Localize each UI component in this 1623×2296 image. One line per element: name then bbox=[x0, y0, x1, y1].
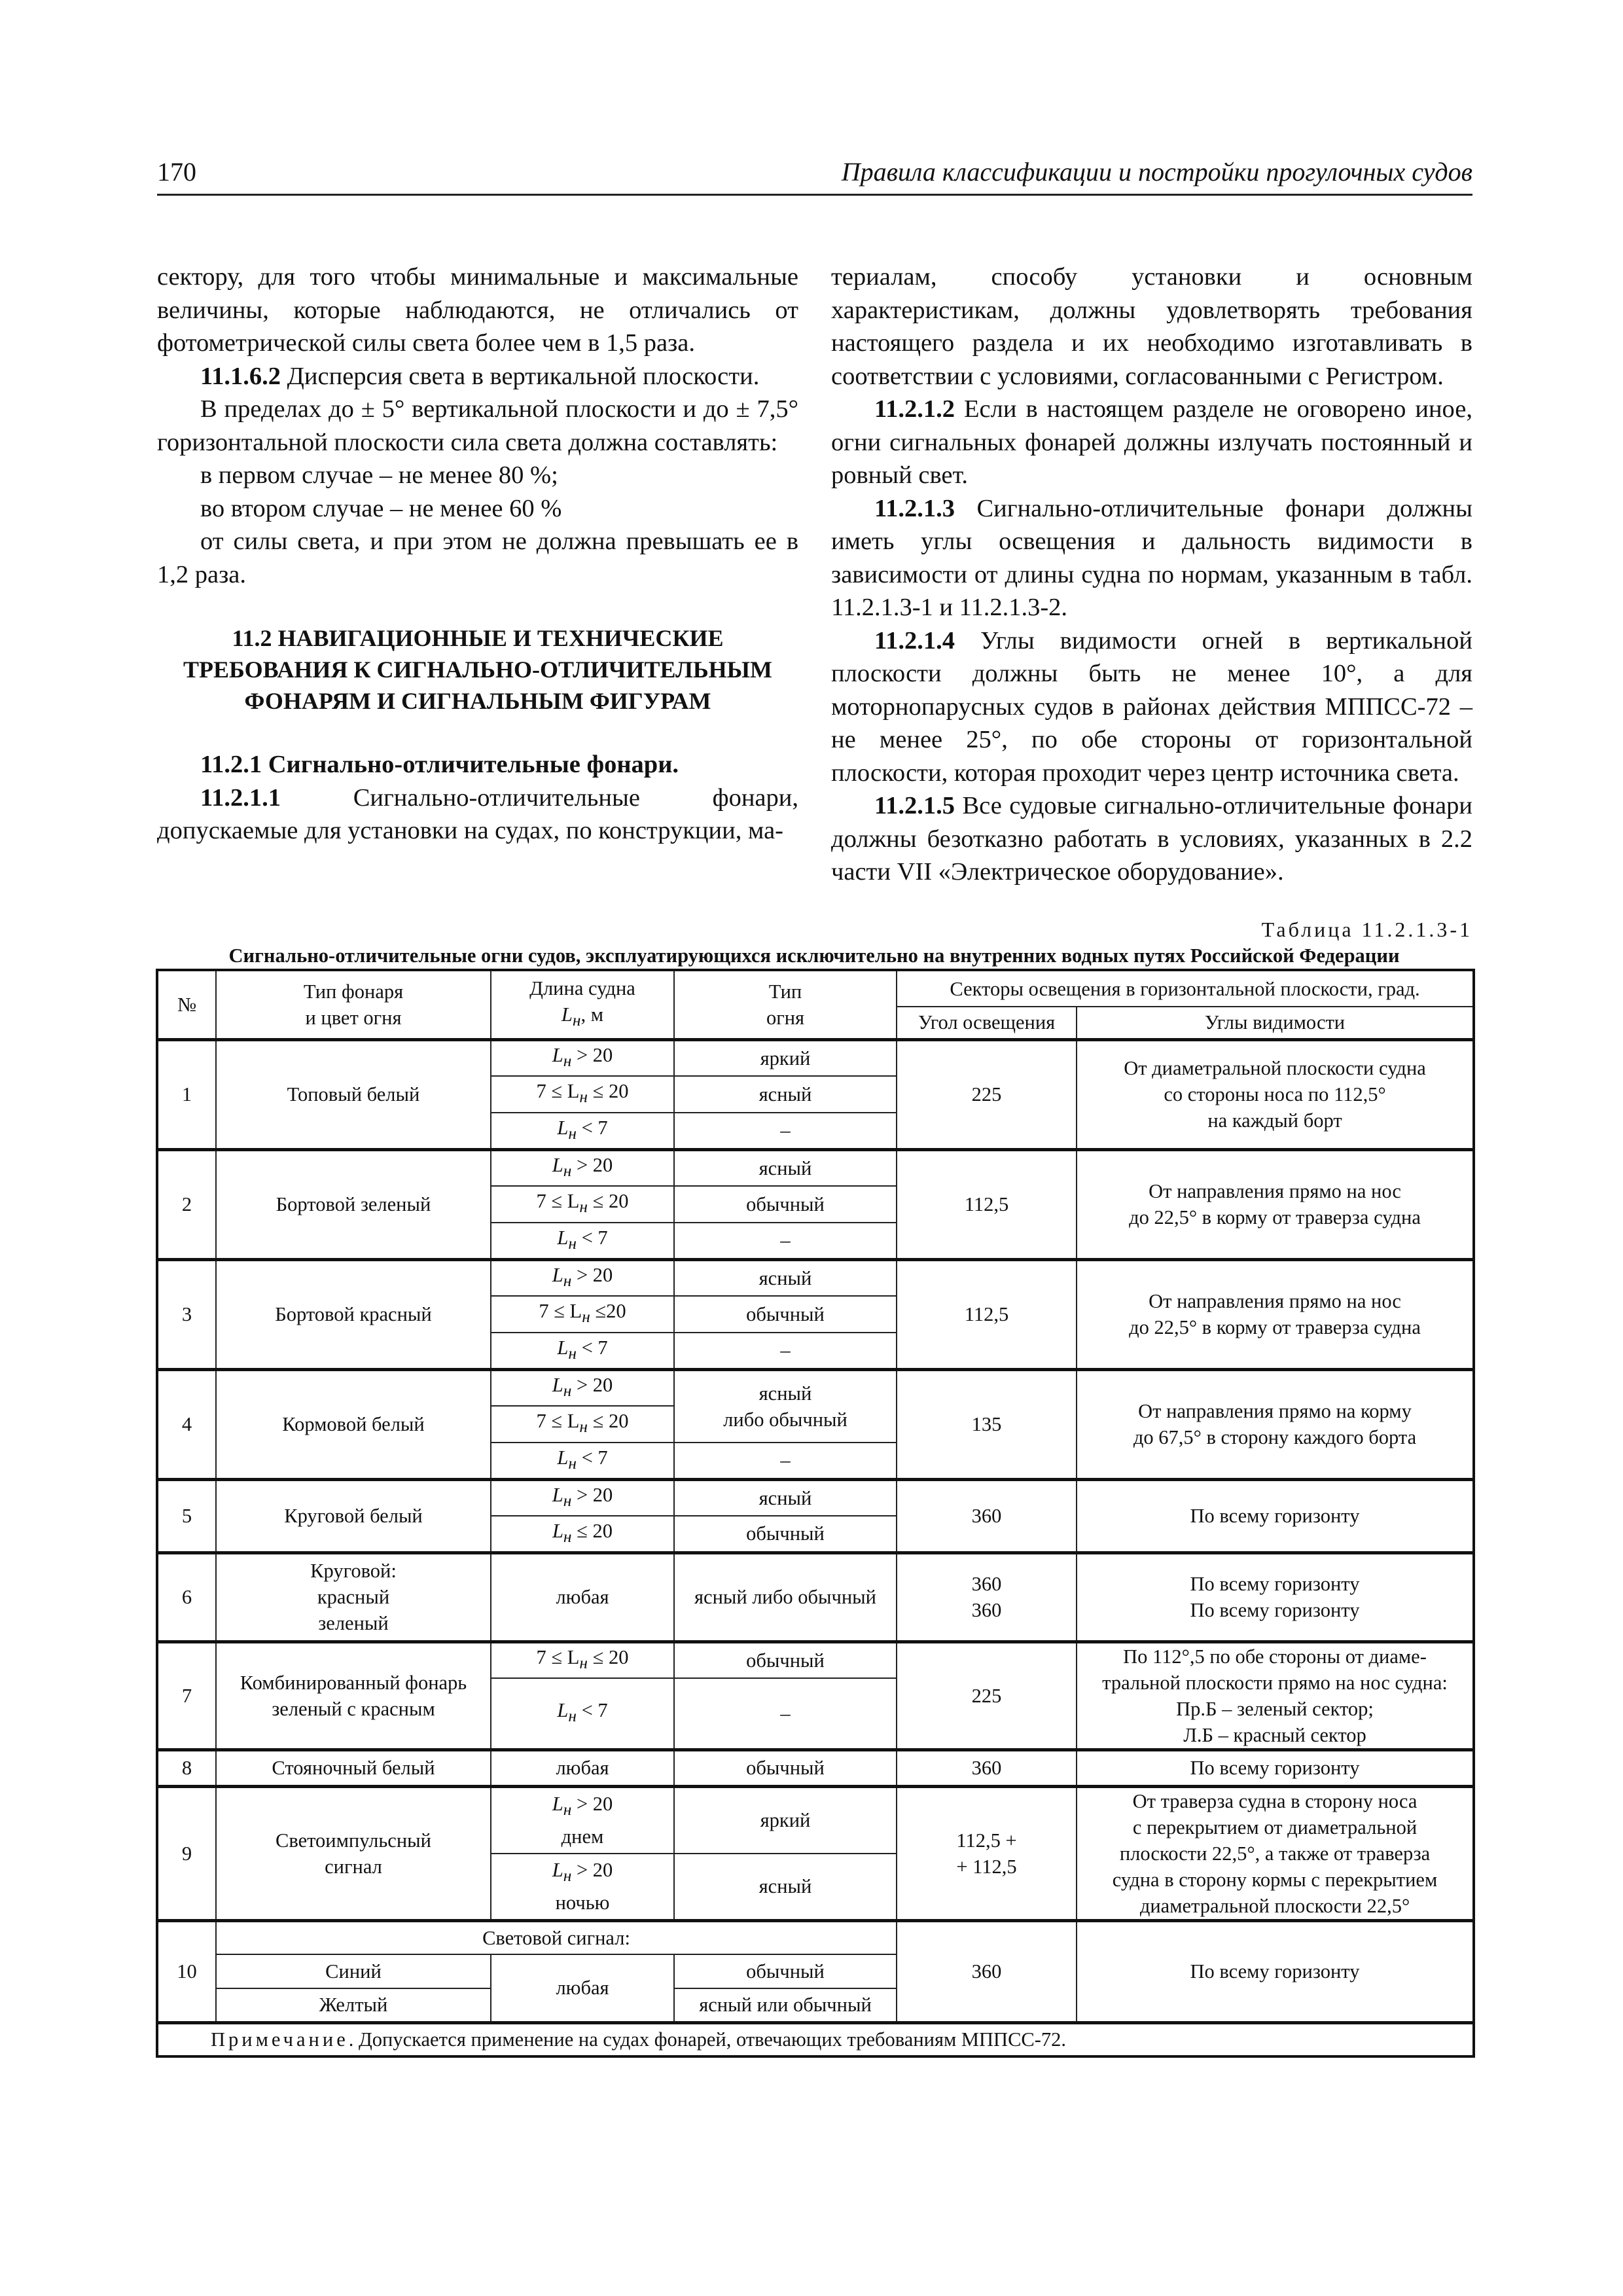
table-cell: 225 bbox=[897, 1039, 1077, 1149]
table-cell: любая bbox=[491, 1552, 674, 1641]
table-row bbox=[157, 1920, 1474, 1954]
table-cell: $L_н < 7$ bbox=[491, 1223, 674, 1259]
table-cell: $L_н > 20$ ночью bbox=[491, 1854, 674, 1921]
clause-number: 11.2.1.5 bbox=[874, 792, 955, 819]
paragraph: териалам, способу установки и основным характеристикам, должны удовлетворять требования настоящего раздела и их необходимо изготавливать в соответствии с условиями, согласованными с Регистром. bbox=[831, 263, 1472, 390]
table-row bbox=[157, 1786, 1474, 1854]
table-cell: ясный bbox=[674, 1259, 897, 1296]
header-visibility-angles: Углы видимости bbox=[1077, 1007, 1474, 1039]
table-cell: $7 \le L_н \le 20$ bbox=[491, 1076, 674, 1113]
paragraph: во втором случае – не менее 60 % bbox=[200, 494, 562, 522]
table-row bbox=[157, 1259, 1474, 1296]
table-cell: Желтый bbox=[216, 1988, 491, 2022]
clause-number: 11.2.1.4 bbox=[874, 626, 955, 655]
table-row bbox=[157, 1479, 1474, 1516]
table-cell: $L_н > 20$ bbox=[491, 1039, 674, 1076]
table-cell: Синий bbox=[216, 1954, 491, 1988]
table-row bbox=[157, 1749, 1474, 1786]
table-cell: – bbox=[674, 1443, 897, 1479]
clause-number: 11.2.1.3 bbox=[874, 494, 955, 522]
table-cell: От направления прямо на корму до 67,5° в сторону каждого борта bbox=[1077, 1369, 1474, 1479]
header-num: № bbox=[157, 970, 216, 1039]
table-cell: – bbox=[674, 1223, 897, 1259]
table-cell: обычный bbox=[674, 1186, 897, 1223]
table-cell: Светоимпульсный сигнал bbox=[216, 1786, 491, 1920]
table-cell: Стояночный белый bbox=[216, 1749, 491, 1786]
table-note bbox=[157, 2022, 1474, 2056]
paragraph bbox=[157, 360, 798, 393]
table-cell: ясный bbox=[674, 1149, 897, 1186]
table-cell: По всему горизонту bbox=[1077, 1479, 1474, 1552]
table-row bbox=[157, 1641, 1474, 1678]
table-cell: яркий bbox=[674, 1786, 897, 1854]
table-cell: От направления прямо на нос до 22,5° в корму от траверза судна bbox=[1077, 1149, 1474, 1259]
clause-number: 11.2.1.1 bbox=[200, 783, 281, 812]
table-cell: обычный bbox=[674, 1296, 897, 1333]
table-cell: 135 bbox=[897, 1369, 1077, 1479]
table-cell: обычный bbox=[674, 1954, 897, 1988]
table-cell: 8 bbox=[157, 1749, 216, 1786]
paragraph: сектору, для того чтобы минимальные и максимальные величины, которые наблюдаются, не отличались от фотометрической силы света более чем в 1,5 раза. bbox=[157, 263, 798, 357]
header-lamp-type: Тип фонаря и цвет огня bbox=[216, 970, 491, 1039]
table-cell: Световой сигнал: bbox=[216, 1920, 897, 1954]
table-cell: $L_н > 20$ днем bbox=[491, 1786, 674, 1854]
table-cell: ясный bbox=[674, 1076, 897, 1113]
running-title: Правила классификации и постройки прогулочных судов bbox=[841, 157, 1472, 187]
table-caption: Сигнально-отличительные огни судов, эксплуатирующихся исключительно на внутренних водных путях Российской Федерации bbox=[228, 944, 1400, 967]
paragraph bbox=[831, 393, 1472, 492]
table-cell: ясный либо обычный bbox=[674, 1552, 897, 1641]
table-cell: По всему горизонту bbox=[1077, 1920, 1474, 2022]
table-cell: $7 \le L_н \le 20$ bbox=[491, 1296, 674, 1333]
table-row bbox=[157, 1552, 1474, 1641]
table-cell: обычный bbox=[674, 1749, 897, 1786]
paragraph: в первом случае – не менее 80 %; bbox=[200, 461, 558, 489]
clause-number: 11.2.1.2 bbox=[874, 395, 955, 423]
page-header bbox=[157, 154, 1472, 196]
table-cell: $L_н < 7$ bbox=[491, 1443, 674, 1479]
table-cell: ясный или обычный bbox=[674, 1988, 897, 2022]
table-cell: Комбинированный фонарь зеленый с красным bbox=[216, 1641, 491, 1749]
paragraph bbox=[831, 492, 1472, 624]
table-cell: $7 \le L_н \le 20$ bbox=[491, 1641, 674, 1678]
table-cell: $L_н > 20$ bbox=[491, 1369, 674, 1406]
table-cell: $L_н < 7$ bbox=[491, 1113, 674, 1149]
table-cell: Круговой белый bbox=[216, 1479, 491, 1552]
table-cell: 4 bbox=[157, 1369, 216, 1479]
table-cell: обычный bbox=[674, 1641, 897, 1678]
paragraph: В пределах до ± 5° вертикальной плоскости и до ± 7,5° горизонтальной плоскости сила света должна составлять: bbox=[157, 395, 798, 456]
paragraph bbox=[157, 781, 798, 848]
table-cell: $L_н > 20$ bbox=[491, 1149, 674, 1186]
table-cell: 10 bbox=[157, 1920, 216, 2022]
clause-text: Сигнально-отличительные фонари, допускаемые для установки на судах, по конструкции, ма- bbox=[157, 783, 798, 844]
table-cell: ясный либо обычный bbox=[674, 1369, 897, 1443]
clause-text: Сигнально-отличительные фонари должны иметь углы освещения и дальность видимости в зависимости от длины судна по нормам, указанным в табл. 11.2.1.3-1 и 11.2.1.3-2. bbox=[831, 494, 1472, 621]
table-cell: обычный bbox=[674, 1516, 897, 1552]
table-cell: яркий bbox=[674, 1039, 897, 1076]
subsection-title: 11.2.1 Сигнально-отличительные фонари. bbox=[200, 751, 679, 778]
table-cell: 360 360 bbox=[897, 1552, 1077, 1641]
table-cell: 112,5 bbox=[897, 1259, 1077, 1369]
table-cell: $L_н > 20$ bbox=[491, 1479, 674, 1516]
clause-text: Углы видимости огней в вертикальной плоскости должны быть не менее 10°, а для моторнопарусных судов в районах действия МППСС-72 – не менее 25°, по обе стороны от горизонтальной плоскости, которая проходит через центр источника света. bbox=[831, 626, 1472, 787]
table-row bbox=[157, 1369, 1474, 1406]
paragraph bbox=[831, 789, 1472, 889]
table-cell: По 112°,5 по обе стороны от диаме- тральной плоскости прямо на нос судна: Пр.Б – зеленый сектор; Л.Б – красный сектор bbox=[1077, 1641, 1474, 1749]
table-cell: любая bbox=[491, 1749, 674, 1786]
table-cell: По всему горизонту По всему горизонту bbox=[1077, 1552, 1474, 1641]
table-row bbox=[157, 1039, 1474, 1076]
table-cell: любая bbox=[491, 1954, 674, 2022]
table-cell: От диаметральной плоскости судна со стороны носа по 112,5° на каждый борт bbox=[1077, 1039, 1474, 1149]
table-cell: 9 bbox=[157, 1786, 216, 1920]
table-cell: 2 bbox=[157, 1149, 216, 1259]
table-cell: $L_н < 7$ bbox=[491, 1333, 674, 1369]
table-number: Таблица 11.2.1.3-1 bbox=[1261, 918, 1472, 941]
table-cell: $L_н \le 20$ bbox=[491, 1516, 674, 1552]
paragraph: от силы света, и при этом не должна превышать ее в 1,2 раза. bbox=[157, 528, 798, 588]
table-cell: Круговой: красный зеленый bbox=[216, 1552, 491, 1641]
right-column bbox=[831, 260, 1472, 889]
table-cell: 3 bbox=[157, 1259, 216, 1369]
table-cell: Бортовой зеленый bbox=[216, 1149, 491, 1259]
table-cell: 112,5 bbox=[897, 1149, 1077, 1259]
clause-text: Если в настоящем разделе не оговорено иное, огни сигнальных фонарей должны излучать постоянный и ровный свет. bbox=[831, 395, 1472, 489]
table-cell: 360 bbox=[897, 1920, 1077, 2022]
table-cell: Бортовой красный bbox=[216, 1259, 491, 1369]
table-cell: ясный bbox=[674, 1854, 897, 1921]
header-light-angle: Угол освещения bbox=[897, 1007, 1077, 1039]
header-sectors: Секторы освещения в горизонтальной плоскости, град. bbox=[897, 970, 1474, 1007]
header-length: Длина судна $L_н$, м bbox=[491, 970, 674, 1039]
table-cell: 5 bbox=[157, 1479, 216, 1552]
table-cell: 7 bbox=[157, 1641, 216, 1749]
table-cell: Примечание. Допускается применение на судах фонарей, отвечающих требованиям МППСС-72. bbox=[157, 2022, 1474, 2056]
table-cell: 112,5 + + 112,5 bbox=[897, 1786, 1077, 1920]
table-cell: 6 bbox=[157, 1552, 216, 1641]
table-cell: Кормовой белый bbox=[216, 1369, 491, 1479]
table-cell: $L_н > 20$ bbox=[491, 1259, 674, 1296]
header-fire-type: Тип огня bbox=[674, 970, 897, 1039]
table-cell: 360 bbox=[897, 1479, 1077, 1552]
table-cell: – bbox=[674, 1678, 897, 1749]
table-cell: От траверза судна в сторону носа с перекрытием от диаметральной плоскости 22,5°, а также от траверза судна в сторону кормы с перекрытием диаметральной плоскости 22,5° bbox=[1077, 1786, 1474, 1920]
left-column bbox=[157, 260, 798, 848]
table-cell: 1 bbox=[157, 1039, 216, 1149]
table-cell: $7 \le L_н \le 20$ bbox=[491, 1186, 674, 1223]
section-title: 11.2 НАВИГАЦИОННЫЕ И ТЕХНИЧЕСКИЕ ТРЕБОВАНИЯ К СИГНАЛЬНО-ОТЛИЧИТЕЛЬНЫМ ФОНАРЯМ И СИГНАЛЬНЫМ ФИГУРАМ bbox=[183, 625, 772, 714]
clause-number: 11.1.6.2 bbox=[200, 362, 281, 390]
table-cell: – bbox=[674, 1333, 897, 1369]
table-cell: $L_н < 7$ bbox=[491, 1678, 674, 1749]
page-number: 170 bbox=[157, 157, 196, 187]
paragraph bbox=[831, 624, 1472, 790]
signal-lights-table bbox=[156, 969, 1475, 2058]
clause-text: Все судовые сигнально-отличительные фонари должны безотказно работать в условиях, указанных в 2.2 части VII «Электрическое оборудование». bbox=[831, 792, 1472, 886]
table-row bbox=[157, 1149, 1474, 1186]
table-cell: От направления прямо на нос до 22,5° в корму от траверза судна bbox=[1077, 1259, 1474, 1369]
table-cell: 360 bbox=[897, 1749, 1077, 1786]
clause-text: Дисперсия света в вертикальной плоскости. bbox=[281, 362, 760, 390]
lights-table-block bbox=[156, 916, 1472, 2058]
table-cell: $7 \le L_н \le 20$ bbox=[491, 1406, 674, 1443]
table-cell: 225 bbox=[897, 1641, 1077, 1749]
table-cell: – bbox=[674, 1113, 897, 1149]
table-cell: По всему горизонту bbox=[1077, 1749, 1474, 1786]
table-cell: Топовый белый bbox=[216, 1039, 491, 1149]
table-cell: ясный bbox=[674, 1479, 897, 1516]
